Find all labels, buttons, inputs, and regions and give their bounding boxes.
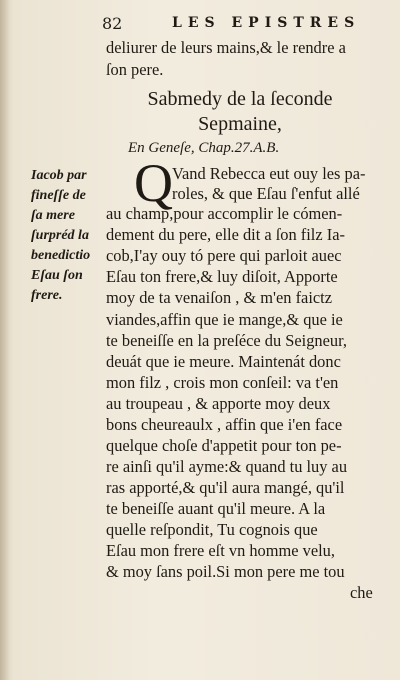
margin-note: ſa mere	[31, 208, 75, 223]
text-line: au troupeau , & apporte moy deux	[106, 394, 331, 413]
text-line: au champ,pour accomplir le cómen-	[106, 204, 343, 223]
drop-cap: Q	[134, 153, 173, 213]
text-line: ras apporté,& qu'il aura mangé, qu'il	[106, 478, 345, 497]
text-line: moy de ta venaiſon , & m'en faictz	[106, 288, 332, 307]
text-line: re ainſi qu'il ayme:& quand tu luy au	[106, 457, 348, 476]
text-line: bons cheureaulx , affin que i'en face	[106, 415, 343, 434]
text-line: quelle reſpondit, Tu cognois que	[106, 520, 318, 539]
margin-note: Iacob par	[31, 168, 87, 183]
margin-note: fineſſe de	[31, 188, 86, 203]
scripture-reference: En Geneſe, Chap.27.A.B.	[128, 140, 280, 156]
margin-note: benedictio	[31, 248, 91, 263]
text-line: roles, & que Eſau ſ'enfut allé	[172, 184, 360, 203]
text-line: Eſau mon frere eſt vn homme velu,	[106, 541, 335, 560]
running-head: LES EPISTRES	[172, 15, 361, 31]
text-line: cob,I'ay ouy tó pere qui parloit auec	[106, 246, 342, 265]
margin-note: Eſau ſon	[31, 268, 83, 283]
gutter-shadow	[0, 0, 10, 680]
text-line: dement du pere, elle dit a ſon filz Ia-	[106, 225, 345, 244]
text-line: te beneiſſe en la preſéce du Seigneur,	[106, 331, 347, 350]
text-line: ſon pere.	[106, 60, 164, 79]
text-line: Vand Rebecca eut ouy les pa-	[172, 164, 366, 183]
text-line: quelque choſe d'appetit pour ton pe-	[106, 436, 342, 455]
text-line: viandes,affin que ie mange,& que ie	[106, 310, 343, 329]
section-title-line-1: Sabmedy de la ſeconde	[147, 88, 333, 110]
text-line: Eſau ton frere,& luy diſoit, Apporte	[106, 267, 338, 286]
text-line: & moy ſans poil.Si mon pere me tou	[106, 562, 345, 581]
section-title-line-2: Sepmaine,	[198, 113, 282, 135]
margin-note: frere.	[31, 288, 63, 303]
catchword: che	[350, 583, 373, 602]
page-number: 82	[102, 14, 123, 33]
margin-note: ſurpréd la	[31, 228, 89, 243]
text-line: mon filz , crois mon conſeil: va t'en	[106, 373, 339, 392]
text-line: te beneiſſe auant qu'il meure. A la	[106, 499, 326, 518]
text-line: deliurer de leurs mains,& le rendre a	[106, 38, 346, 57]
page-header	[102, 14, 372, 34]
text-line: deuát que ie meure. Maintenát donc	[106, 352, 341, 371]
